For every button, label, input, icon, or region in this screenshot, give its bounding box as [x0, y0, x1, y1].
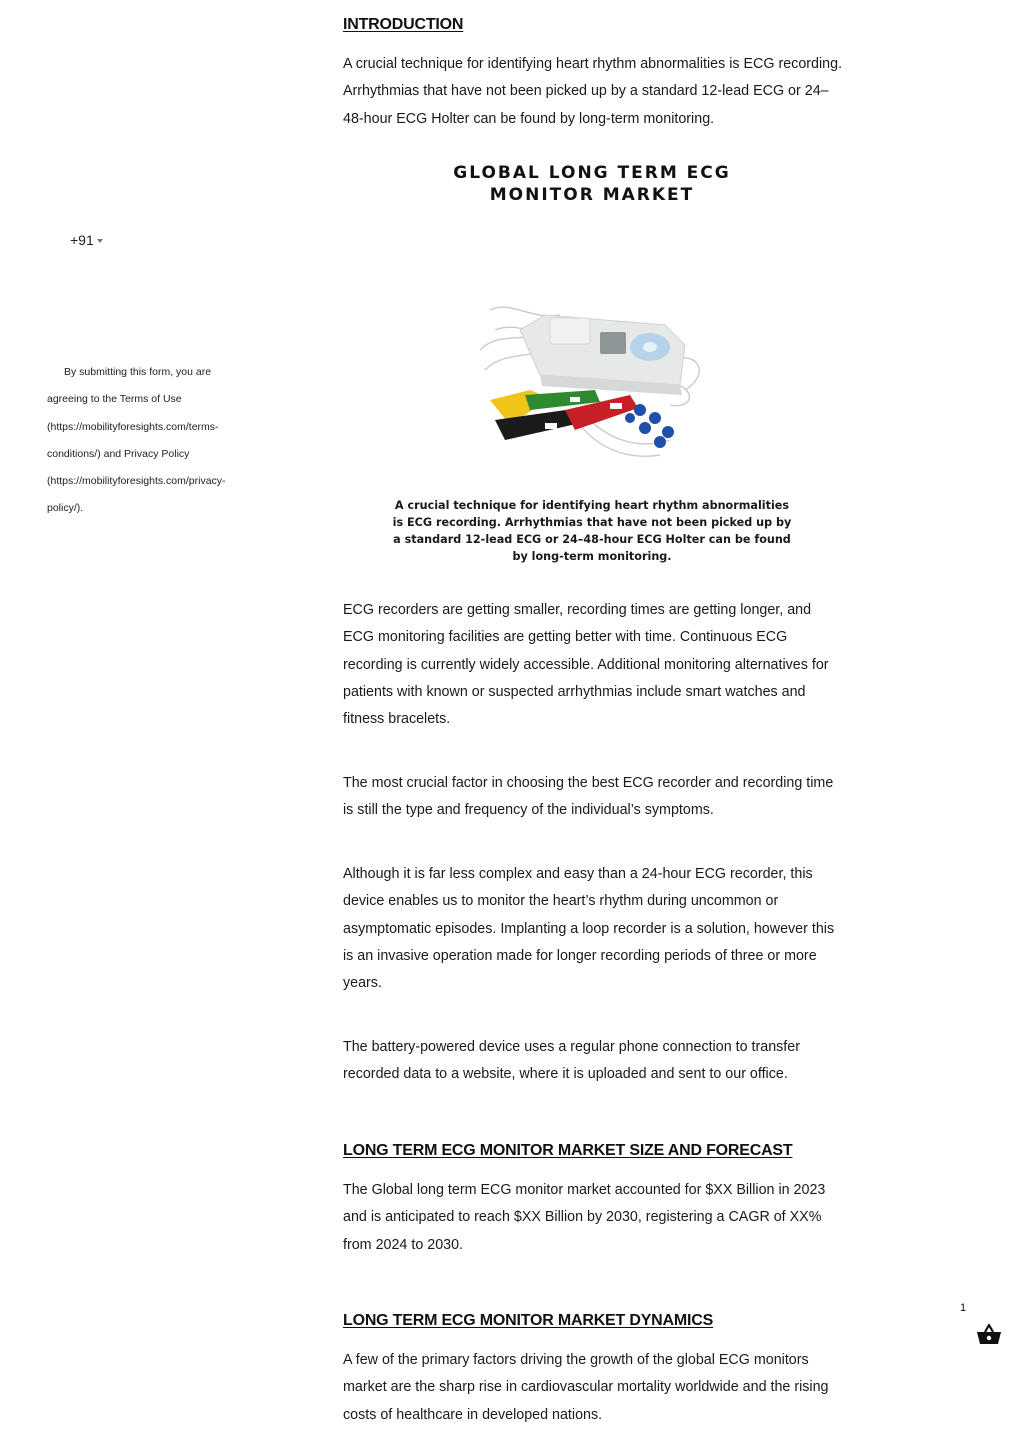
paragraph-battery-device: The battery-powered device uses a regular phone connection to transfer recorded data to a website, where it is uploaded and sent to our office. [343, 1039, 800, 1083]
consent-text: By submitting this form, you are agreeing to the Terms of Use (https://mobilityforesights.com/terms-conditions/) and Privacy Policy (https://mobilityforesights.com/privacy-policy/). [47, 366, 226, 515]
country-code-value: +91 [70, 232, 94, 248]
infographic-title [382, 162, 802, 206]
heading-size-forecast: LONG TERM ECG MONITOR MARKET SIZE AND FORECAST [343, 1142, 793, 1159]
infographic-title-line1: GLOBAL LONG TERM ECG [453, 163, 731, 183]
country-code-select[interactable] [70, 232, 103, 248]
infographic-title-line2: MONITOR MARKET [489, 185, 695, 205]
paragraph-crucial-factor: The most crucial factor in choosing the best ECG recorder and recording time is still the type and frequency of the individual’s symptoms. [343, 775, 834, 819]
paragraph-size-forecast: The Global long term ECG monitor market accounted for $XX Billion in 2023 and is anticipated to reach $XX Billion by 2030, registering a CAGR of XX% from 2024 to 2030. [343, 1182, 826, 1253]
heading-market-dynamics: LONG TERM ECG MONITOR MARKET DYNAMICS [343, 1312, 714, 1329]
shopping-basket-icon[interactable] [976, 1322, 1002, 1346]
heading-introduction: INTRODUCTION [343, 16, 464, 33]
infographic-caption: A crucial technique for identifying heart rhythm abnormalities is ECG recording. Arrhythmias that have not been picked up by a standard 12-lead ECG or 24–48-hour ECG Holter can be found by long-term monitoring. [392, 499, 792, 563]
chevron-down-icon [97, 239, 103, 243]
paragraph-ecg-recorders: ECG recorders are getting smaller, recording times are getting longer, and ECG monitoring facilities are getting better with time. Continuous ECG recording is currently widely accessible. Additional monitoring alternatives for patients with known or suspected arrhythmias include smart watches and fitness bracelets. [343, 602, 829, 728]
market-infographic [382, 150, 802, 580]
paragraph-loop-recorder: Although it is far less complex and easy than a 24-hour ECG recorder, this device enables us to monitor the heart’s rhythm during uncommon or asymptomatic episodes. Implanting a loop recorder is a solution, however this is an invasive operation made for longer recording periods of three or more years. [343, 866, 835, 992]
cart-count-badge: 1 [960, 1302, 967, 1314]
floating-cart[interactable] [960, 1300, 1010, 1360]
paragraph-market-dynamics: A few of the primary factors driving the growth of the global ECG monitors market are the sharp rise in cardiovascular mortality worldwide and the rising costs of healthcare in developed nations. [343, 1352, 829, 1423]
intro-paragraph: A crucial technique for identifying heart rhythm abnormalities is ECG recording. Arrhythmias that have not been picked up by a standard 12-lead ECG or 24–48-hour ECG Holter can be found by long-term monitoring. [343, 56, 843, 127]
ecg-device-image [470, 290, 710, 465]
